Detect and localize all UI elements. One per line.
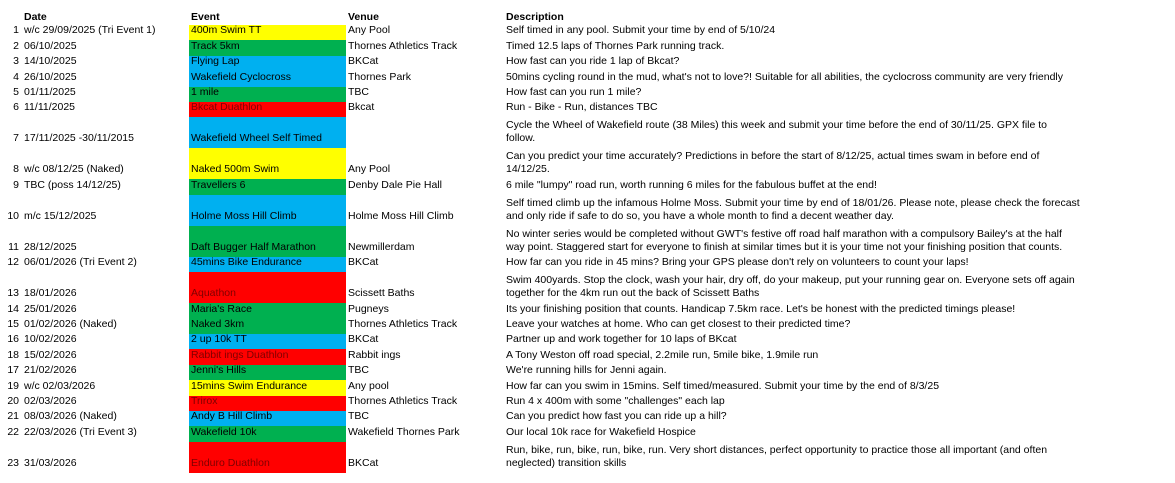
row-description: How far can you swim in 15mins. Self timed/measured. Submit your time by the end of 8/3/25 — [506, 379, 940, 392]
row-date: w/c 08/12/25 (Naked) — [24, 163, 124, 176]
row-description-line: Can you predict your time accurately? Predictions in before the start of 8/12/25, actual times swam in before end of — [506, 150, 1040, 163]
row-date: 15/02/2026 — [24, 348, 77, 361]
row-number: 20 — [7, 394, 19, 407]
row-venue: Denby Dale Pie Hall — [348, 178, 442, 191]
row-number: 14 — [7, 302, 19, 315]
row-description: How fast can you ride 1 lap of Bkcat? — [506, 55, 680, 68]
row-venue: Bkcat — [348, 101, 375, 114]
row-venue: BKCat — [348, 333, 379, 346]
row-number: 23 — [7, 456, 19, 469]
row-description-line: Run, bike, run, bike, run, bike, run. Very short distances, perfect opportunity to practice those all important (and often — [506, 443, 1048, 456]
header-venue: Venue — [348, 11, 379, 23]
row-description: Its your finishing position that counts. Handicap 7.5km race. Let's be honest with the predicted timings please! — [506, 302, 1016, 315]
row-event: Wakefield Cyclocross — [191, 70, 291, 83]
row-venue: BKCat — [348, 456, 379, 469]
row-number: 22 — [7, 425, 19, 438]
row-event: Trirox — [191, 394, 218, 407]
row-number: 19 — [7, 379, 19, 392]
table-row — [0, 257, 1175, 272]
row-venue: Rabbit ings — [348, 348, 401, 361]
row-event: Track 5km — [191, 39, 240, 52]
row-description-line: way point. Staggered start for everyone to finish at similar times but it is your time not your finishing position that counts. — [506, 240, 1063, 253]
row-event: Naked 3km — [191, 317, 245, 330]
row-date: 08/03/2026 (Naked) — [24, 410, 117, 423]
row-description: Run 4 x 400m with some "challenges" each lap — [506, 394, 725, 407]
table-row — [0, 102, 1175, 117]
row-venue: BKCat — [348, 55, 379, 68]
row-date: 18/01/2026 — [24, 287, 77, 300]
row-description: We're running hills for Jenni again. — [506, 364, 667, 377]
row-venue: Thornes Athletics Track — [348, 39, 458, 52]
row-description: 6 mile "lumpy" road run, worth running 6 miles for the fabulous buffet at the end! — [506, 178, 877, 191]
row-date: 10/02/2026 — [24, 333, 77, 346]
row-description: A Tony Weston off road special, 2.2mile run, 5mile bike, 1.9mile run — [506, 348, 819, 361]
row-number: 21 — [7, 410, 19, 423]
row-event: Flying Lap — [191, 55, 240, 68]
row-description: Run - Bike - Run, distances TBC — [506, 101, 658, 114]
row-event: 1 mile — [191, 85, 220, 98]
row-date: 06/10/2025 — [24, 39, 77, 52]
row-date: TBC (poss 14/12/25) — [24, 178, 121, 191]
row-event: Jenni's Hills — [191, 364, 247, 377]
row-event: Daft Bugger Half Marathon — [191, 240, 316, 253]
row-date: m/c 15/12/2025 — [24, 209, 97, 222]
row-number: 3 — [13, 55, 19, 68]
row-description: How fast can you run 1 mile? — [506, 85, 642, 98]
row-venue: Thornes Athletics Track — [348, 394, 458, 407]
row-venue: Wakefield Thornes Park — [348, 425, 460, 438]
row-description: Timed 12.5 laps of Thornes Park running track. — [506, 39, 725, 52]
table-row — [0, 179, 1175, 194]
row-venue: TBC — [348, 85, 369, 98]
row-number: 11 — [8, 240, 19, 253]
row-event: Wakefield Wheel Self Timed — [191, 132, 322, 145]
table-row — [0, 426, 1175, 441]
row-venue: BKCat — [348, 256, 379, 269]
row-date: 01/02/2026 (Naked) — [24, 317, 117, 330]
row-event: Andy B Hill Climb — [191, 410, 273, 423]
row-number: 12 — [7, 256, 19, 269]
row-date: 11/11/2025 — [24, 101, 75, 114]
table-row — [0, 272, 1175, 303]
row-date: 28/12/2025 — [24, 240, 77, 253]
row-venue: Newmillerdam — [348, 240, 415, 253]
row-number: 2 — [13, 39, 19, 52]
row-venue: Pugneys — [348, 302, 389, 315]
row-number: 17 — [7, 364, 19, 377]
row-date: w/c 02/03/2026 — [24, 379, 96, 392]
row-date: 22/03/2026 (Tri Event 3) — [24, 425, 137, 438]
row-number: 8 — [13, 163, 19, 176]
table-row — [0, 442, 1175, 473]
row-venue: Any Pool — [348, 163, 391, 176]
row-date: 01/11/2025 — [24, 85, 76, 98]
row-event: Travellers 6 — [191, 178, 246, 191]
row-event: 45mins Bike Endurance — [191, 256, 302, 269]
header-date: Date — [24, 11, 47, 23]
row-venue: TBC — [348, 410, 369, 423]
row-date: 26/10/2025 — [24, 70, 77, 83]
row-date: 14/10/2025 — [24, 55, 77, 68]
row-description: Partner up and work together for 10 laps of BKcat — [506, 333, 737, 346]
row-date: 25/01/2026 — [24, 302, 77, 315]
row-venue: Thornes Athletics Track — [348, 317, 458, 330]
row-number: 4 — [13, 70, 19, 83]
row-description-line: together for the 4km run out the back of Scissett Baths — [506, 287, 760, 300]
row-date: 21/02/2026 — [24, 364, 77, 377]
row-event: Maria's Race — [191, 302, 252, 315]
row-description: 50mins cycling round in the mud, what's not to love?! Suitable for all abilities, the cyclocross community are very friendly — [506, 70, 1064, 83]
row-description-line: No winter series would be completed without GWT's festive off road half marathon with a compulsory Bailey's at the half — [506, 227, 1062, 240]
row-venue: Any Pool — [348, 24, 391, 37]
row-event: Holme Moss Hill Climb — [191, 209, 297, 222]
table-row — [0, 117, 1175, 148]
row-description: Self timed in any pool. Submit your time by end of 5/10/24 — [506, 24, 776, 37]
row-event: Rabbit ings Duathlon — [191, 348, 289, 361]
header-event: Event — [191, 11, 220, 23]
row-date: w/c 29/09/2025 (Tri Event 1) — [24, 24, 156, 37]
row-number: 7 — [13, 132, 19, 145]
row-description-line: and only ride if safe to do so, you have a whole month to find a decent weather day. — [506, 209, 894, 222]
row-event: 15mins Swim Endurance — [191, 379, 308, 392]
row-event: 400m Swim TT — [191, 24, 262, 37]
row-event: 2 up 10k TT — [191, 333, 247, 346]
row-date: 17/11/2025 -30/11/2015 — [24, 132, 134, 145]
row-venue: Any pool — [348, 379, 389, 392]
row-description: How far can you ride in 45 mins? Bring your GPS please don't rely on volunteers to count your laps! — [506, 256, 969, 269]
row-number: 10 — [7, 209, 19, 222]
row-description-line: Cycle the Wheel of Wakefield route (38 Miles) this week and submit your time before the end of 30/11/25. GPX file to — [506, 119, 1048, 132]
row-description-line: follow. — [506, 132, 536, 145]
row-number: 18 — [7, 348, 19, 361]
row-venue: Scissett Baths — [348, 287, 415, 300]
row-event: Naked 500m Swim — [191, 163, 280, 176]
row-number: 6 — [13, 101, 19, 114]
table-row — [0, 195, 1175, 226]
row-venue: Thornes Park — [348, 70, 412, 83]
row-event: Aquathon — [191, 287, 236, 300]
row-description-line: neglected) transition skills — [506, 456, 627, 469]
header-description: Description — [506, 11, 564, 23]
table-row — [0, 226, 1175, 257]
row-description-line: 14/12/25. — [506, 163, 550, 176]
row-number: 15 — [7, 317, 19, 330]
row-date: 06/01/2026 (Tri Event 2) — [24, 256, 137, 269]
row-event: Wakefield 10k — [191, 425, 257, 438]
row-venue: TBC — [348, 364, 369, 377]
row-description: Leave your watches at home. Who can get closest to their predicted time? — [506, 317, 851, 330]
row-number: 13 — [7, 287, 19, 300]
row-date: 02/03/2026 — [24, 394, 77, 407]
table-row — [0, 148, 1175, 179]
row-number: 1 — [13, 24, 19, 37]
row-event: Enduro Duathlon — [191, 456, 270, 469]
row-venue: Holme Moss Hill Climb — [348, 209, 454, 222]
row-number: 16 — [7, 333, 19, 346]
row-event: Bkcat Duathlon — [191, 101, 263, 114]
row-number: 5 — [13, 85, 19, 98]
row-description-line: Self timed climb up the infamous Holme Moss. Submit your time by end of 18/01/26. Please note, please check the forecast — [506, 196, 1080, 209]
row-number: 9 — [13, 178, 19, 191]
row-description: Can you predict how fast you can ride up a hill? — [506, 410, 727, 423]
row-description-line: Swim 400yards. Stop the clock, wash your hair, dry off, do your makeup, put your running gear on. Everyone sets off again — [506, 274, 1075, 287]
row-date: 31/03/2026 — [24, 456, 77, 469]
row-description: Our local 10k race for Wakefield Hospice — [506, 425, 696, 438]
